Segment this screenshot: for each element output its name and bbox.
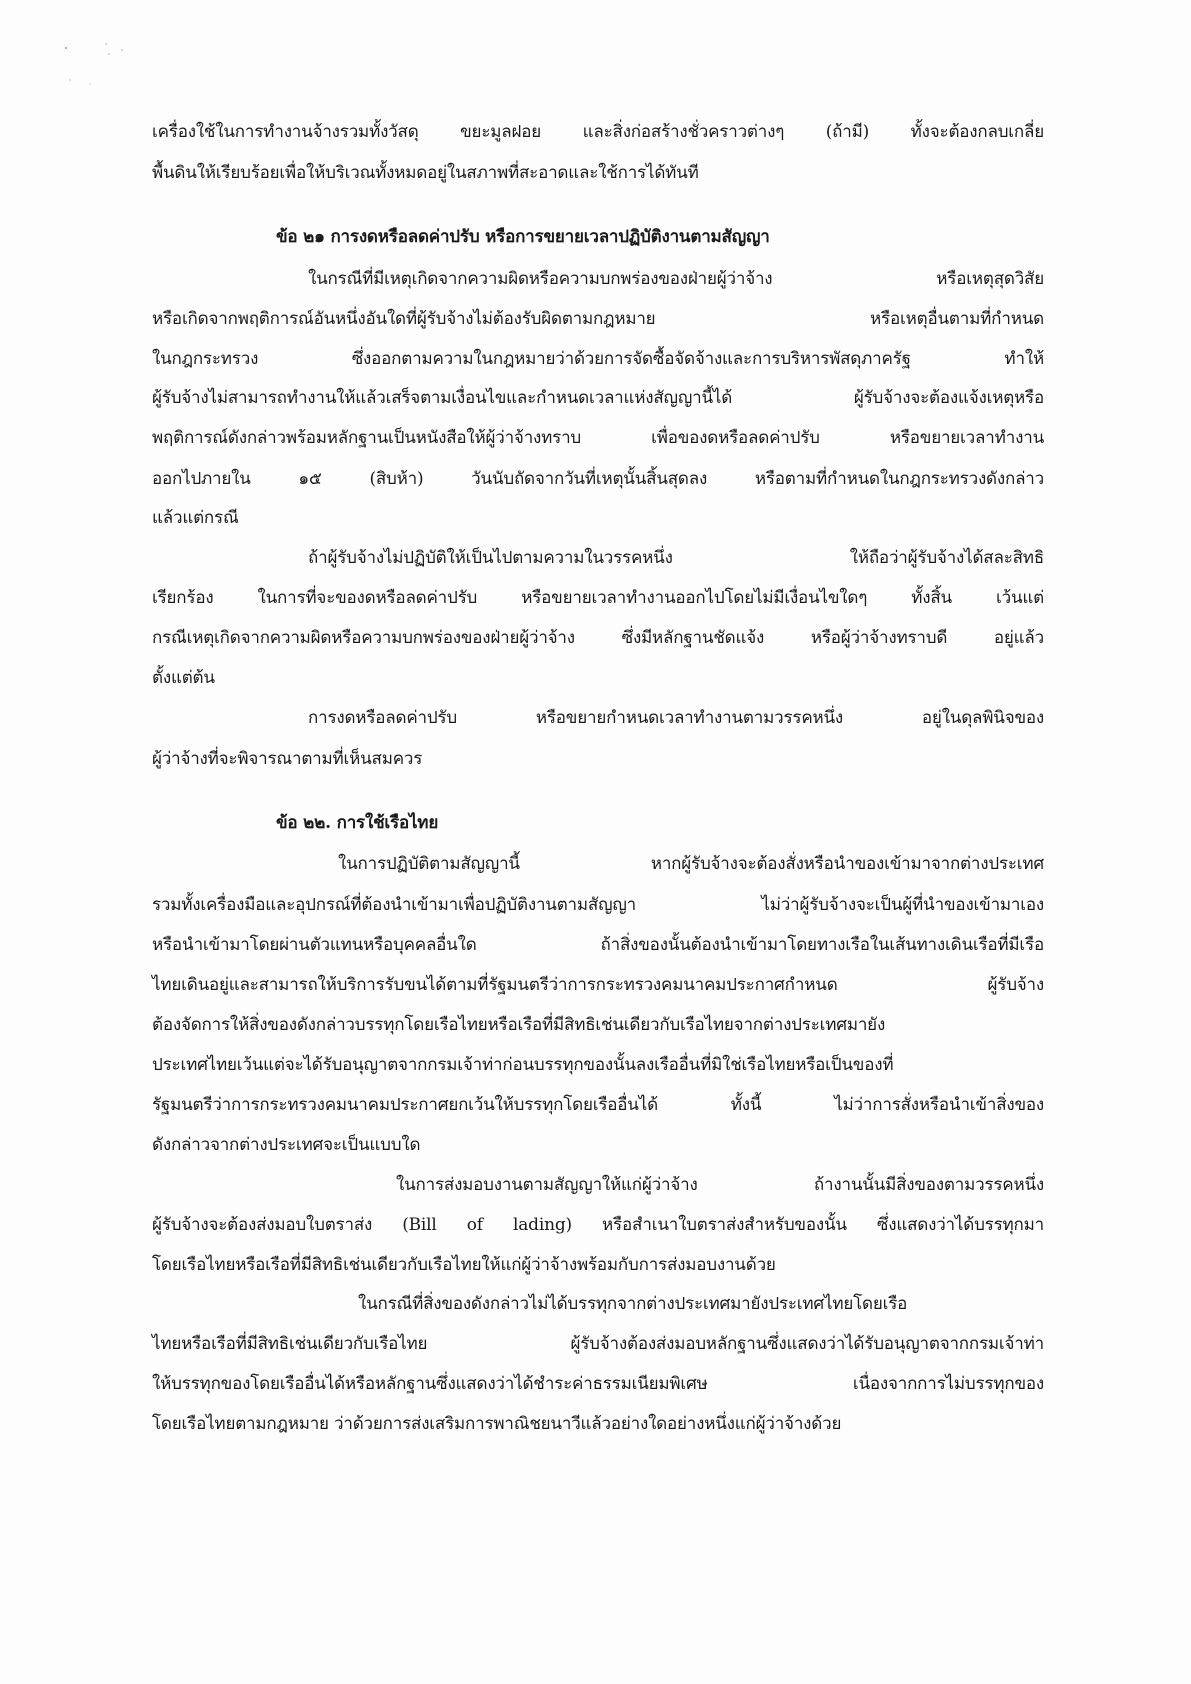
clause-22-para3-line: ให้บรรทุกของโดยเรืออื่นได้หรือหลักฐานซึ่งแสดงว่าได้ชำระค่าธรรมเนียมพิเศษ เนื่องจากการไม่บรรทุกของ — [152, 1374, 1044, 1394]
clause-21-para2-line: ถ้าผู้รับจ้างไม่ปฏิบัติให้เป็นไปตามความในวรรคหนึ่ง ให้ถือว่าผู้รับจ้างได้สละสิทธิ — [308, 548, 1044, 568]
intro-line-2: พื้นดินให้เรียบร้อยเพื่อให้บริเวณทั้งหมดอยู่ในสภาพที่สะอาดและใช้การได้ทันที — [152, 163, 699, 183]
clause-22-para1-line: รวมทั้งเครื่องมือและอุปกรณ์ที่ต้องนำเข้ามาเพื่อปฏิบัติงานตามสัญญา ไม่ว่าผู้รับจ้างจะเป็นผู้ที่นำของเข้ามาเอง — [152, 895, 1044, 915]
clause-22-para1-line: ไทยเดินอยู่และสามารถให้บริการรับขนได้ตามที่รัฐมนตรีว่าการกระทรวงคมนาคมประกาศกำหนด ผู้รับจ้าง — [152, 975, 1044, 995]
clause-22-para1-line: ต้องจัดการให้สิ่งของดังกล่าวบรรทุกโดยเรือไทยหรือเรือที่มีสิทธิเช่นเดียวกับเรือไทยจากต่างประเทศมายัง — [152, 1015, 886, 1035]
clause-21-para2-line: เรียกร้อง ในการที่จะของดหรือลดค่าปรับ หรือขยายเวลาทำงานออกไปโดยไม่มีเงื่อนไขใดๆ ทั้งสิ้น เว้นแต่ — [152, 588, 1044, 608]
clause-21-para1-line: แล้วแต่กรณี — [152, 508, 239, 528]
clause-22-heading: ข้อ ๒๒. การใช้เรือไทย — [276, 813, 439, 833]
clause-22-para1-line: หรือนำเข้ามาโดยผ่านตัวแทนหรือบุคคลอื่นใด ถ้าสิ่งของนั้นต้องนำเข้ามาโดยทางเรือในเส้นทางเดินเรือที่มีเรือ — [152, 935, 1044, 955]
clause-22-para3-line: โดยเรือไทยตามกฎหมาย ว่าด้วยการส่งเสริมการพาณิชยนาวีแล้วอย่างใดอย่างหนึ่งแก่ผู้ว่าจ้างด้วย — [152, 1414, 842, 1434]
clause-22-para1-line: ดังกล่าวจากต่างประเทศจะเป็นแบบใด — [152, 1135, 421, 1155]
clause-21-para1-line: พฤติการณ์ดังกล่าวพร้อมหลักฐานเป็นหนังสือให้ผู้ว่าจ้างทราบ เพื่อของดหรือลดค่าปรับ หรือขยายเวลาทำงาน — [152, 428, 1044, 448]
clause-22-para2-line: ผู้รับจ้างจะต้องส่งมอบใบตราส่ง (Bill of lading) หรือสำเนาใบตราส่งสำหรับของนั้น ซึ่งแสดงว่าได้บรรทุกมา — [152, 1215, 1044, 1235]
clause-21-para1-line: หรือเกิดจากพฤติการณ์อันหนึ่งอันใดที่ผู้รับจ้างไม่ต้องรับผิดตามกฎหมาย หรือเหตุอื่นตามที่กำหนด — [152, 309, 1044, 329]
clause-21-para3-line: ผู้ว่าจ้างที่จะพิจารณาตามที่เห็นสมควร — [152, 749, 423, 769]
clause-21-para1-line: ในกฎกระทรวง ซึ่งออกตามความในกฎหมายว่าด้วยการจัดซื้อจัดจ้างและการบริหารพัสดุภาครัฐ ทำให้ — [152, 349, 1044, 369]
clause-21-para1-line: ในกรณีที่มีเหตุเกิดจากความผิดหรือความบกพร่องของฝ่ายผู้ว่าจ้าง หรือเหตุสุดวิสัย — [308, 269, 1044, 289]
clause-22-para3-line: ไทยหรือเรือที่มีสิทธิเช่นเดียวกับเรือไทย ผู้รับจ้างต้องส่งมอบหลักฐานซึ่งแสดงว่าได้รับอนุญาตจากกรมเจ้าท่า — [152, 1334, 1044, 1354]
clause-22-para1-line: ในการปฏิบัติตามสัญญานี้ หากผู้รับจ้างจะต้องสั่งหรือนำของเข้ามาจากต่างประเทศ — [338, 854, 1044, 874]
intro-line-1: เครื่องใช้ในการทำงานจ้างรวมทั้งวัสดุ ขยะมูลฝอย และสิ่งก่อสร้างชั่วคราวต่างๆ (ถ้ามี) ทั้งจะต้องกลบเกลี่ย — [152, 122, 1044, 142]
clause-22-para3-line: ในกรณีที่สิ่งของดังกล่าวไม่ได้บรรทุกจากต่างประเทศมายังประเทศไทยโดยเรือ — [358, 1294, 908, 1314]
clause-22-para1-line: ประเทศไทยเว้นแต่จะได้รับอนุญาตจากกรมเจ้าท่าก่อนบรรทุกของนั้นลงเรืออื่นที่มิใช่เรือไทยหรือเป็นของที่ — [152, 1055, 894, 1075]
clause-22-para2-line: ในการส่งมอบงานตามสัญญาให้แก่ผู้ว่าจ้าง ถ้างานนั้นมีสิ่งของตามวรรคหนึ่ง — [396, 1175, 1044, 1195]
clause-22-para1-line: รัฐมนตรีว่าการกระทรวงคมนาคมประกาศยกเว้นให้บรรทุกโดยเรืออื่นได้ ทั้งนี้ ไม่ว่าการสั่งหรือนำเข้าสิ่งของ — [152, 1095, 1044, 1115]
clause-21-para1-line: ออกไปภายใน ๑๕ (สิบห้า) วันนับถัดจากวันที่เหตุนั้นสิ้นสุดลง หรือตามที่กำหนดในกฎกระทรวงดังกล่าว — [152, 469, 1044, 489]
clause-21-para2-line: ตั้งแต่ต้น — [152, 668, 215, 688]
clause-21-para2-line: กรณีเหตุเกิดจากความผิดหรือความบกพร่องของฝ่ายผู้ว่าจ้าง ซึ่งมีหลักฐานชัดแจ้ง หรือผู้ว่าจ้างทราบดี อยู่แล้ว — [152, 628, 1044, 648]
clause-22-para2-line: โดยเรือไทยหรือเรือที่มีสิทธิเช่นเดียวกับเรือไทยให้แก่ผู้ว่าจ้างพร้อมกับการส่งมอบงานด้วย — [152, 1255, 776, 1275]
clause-21-para3-line: การงดหรือลดค่าปรับ หรือขยายกำหนดเวลาทำงานตามวรรคหนึ่ง อยู่ในดุลพินิจของ — [308, 708, 1044, 728]
clause-21-para1-line: ผู้รับจ้างไม่สามารถทำงานให้แล้วเสร็จตามเงื่อนไขและกำหนดเวลาแห่งสัญญานี้ได้ ผู้รับจ้างจะต้องแจ้งเหตุหรือ — [152, 388, 1044, 408]
clause-21-heading: ข้อ ๒๑ การงดหรือลดค่าปรับ หรือการขยายเวลาปฏิบัติงานตามสัญญา — [276, 227, 770, 247]
scan-specks-decoration — [60, 40, 140, 100]
